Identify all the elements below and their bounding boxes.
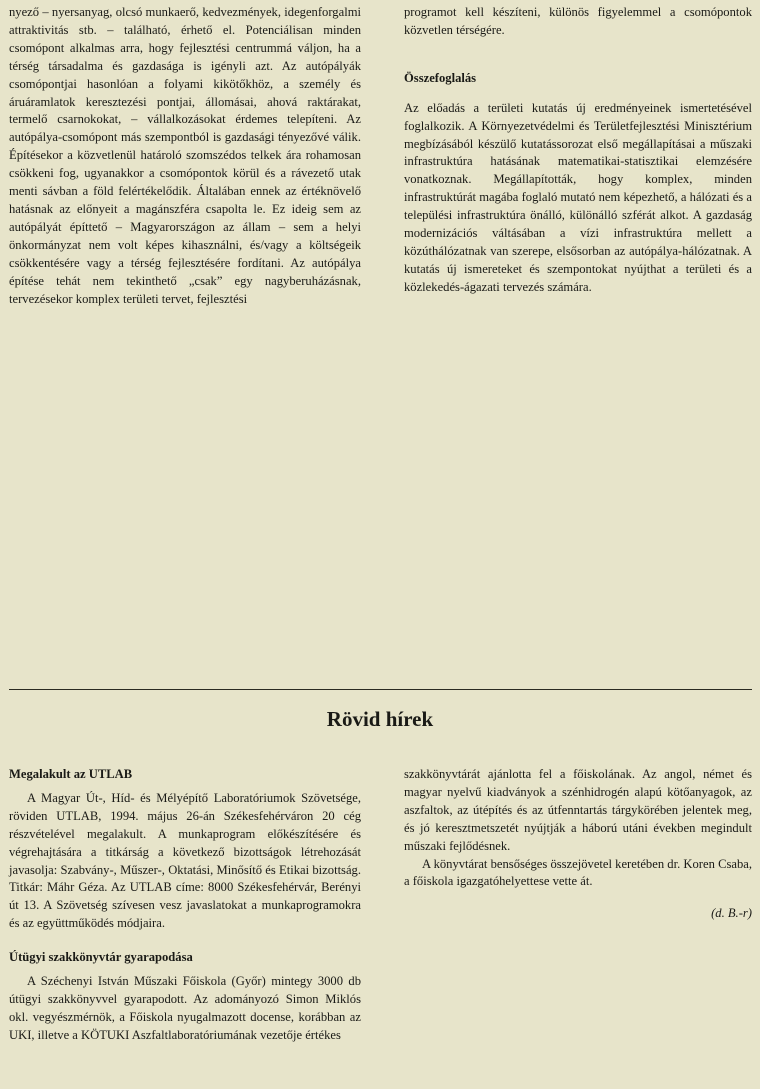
news-item-heading: Megalakult az UTLAB (9, 767, 133, 781)
news-right-column (404, 766, 752, 923)
news-left-column (9, 766, 361, 1045)
top-right-column (404, 4, 752, 297)
news-item-paragraph: A Magyar Út-, Híd- és Mélyépítő Laboratóriumok Szövetsége, röviden UTLAB, 1994. május 26-án Székesfehérváron 20 cég részvételével megalakult. A munkaprogram előkészítésére és végrehajtására a titkárság a következő bizottságok létrehozását javasolja: Szabvány-, Műszer-, Oktatási, Minősítő és Etikai bizottság. Titkár: Máhr Géza. Az UTLAB címe: 8000 Székesfehérvár, Berényi út 13. A Szövetség szívesen vesz javaslatokat a munkaprogramokra és az együttműködés módjaira. (9, 790, 361, 931)
summary-heading: Összefoglalás (404, 70, 477, 85)
news-item-paragraph: A Széchenyi István Műszaki Főiskola (Győr) mintegy 3000 db útügyi szakkönyvvel gyarapodott. Az adományozó Simon Miklós okl. vegyészmérnök, a Főiskola nyugalmazott docense, korábban az UKI, illetve a KÖTUKI Aszfaltlaboratóriumának vezetője értékes (9, 974, 361, 1042)
news-item-paragraph-continued: szakkönyvtárát ajánlotta fel a főiskolának. Az angol, német és magyar nyelvű kiadványok a szénhidrogén alapú kötőanyagok, az aszfaltok, az útépítés és az útfenntartás tárgykörében jelentek meg, és jó keresztmetszetét nyújtják a háború utáni években megindult műszaki fejlődésnek. (404, 767, 752, 853)
news-item-closing-paragraph: A könyvtárat bensőséges összejövetel keretében dr. Koren Csaba, a főiskola igazgatóhelyettese vette át. (404, 856, 752, 889)
top-left-column (9, 4, 361, 308)
article-closing-paragraph: programot kell készíteni, különös figyelemmel a csomópontok közvetlen térségére. (404, 5, 752, 37)
section-divider (9, 689, 752, 690)
article-continuation-paragraph: nyező – nyersanyag, olcsó munkaerő, kedvezmények, idegenforgalmi attraktivitás stb. – található, érhető el. Potenciálisan minden csomópont alkalmas arra, hogy fejlesztési centrummá váljon, ha a térség társadalma és gazdasága is igényli azt. Az autópályák csomópontjai hasonlóan a folyami kikötőkhöz, a személy és áruáramlatok keresztezési pontjai, állomásai, ahová raktárakat, termelő csarnokokat, – vállalkozásokat érdemes telepíteni. Az autópálya-csomópont más szempontból is gazdasági tényezővé válik. Építésekor a közvetlenül határoló szomszédos telkek ára rohamosan csökkeni fog, ugyanakkor a csomópontok körül és a rávezető utak menti sávban a föld felértékelődik. Általában ennek az értéknövelő hatásnak az előnyeit a magánszféra csapolta le. Ez ideig sem az autópályát építtető – Magyarországon az állam – sem a helyi önkormányzat nem volt képes kihasználni, és/vagy a költségeik csökkentésére vagy a térség fejlesztésére fordítani. Az autópálya építése tehát nem tekinthető „csak” egy nagyberuházásnak, tervezésekor komplex területi tervet, fejlesztési (9, 5, 361, 306)
news-item-heading: Útügyi szakkönyvtár gyarapodása (9, 950, 193, 965)
summary-paragraph: Az előadás a területi kutatás új eredményeinek ismertetésével foglalkozik. A Környezetvédelmi és Területfejlesztési Minisztérium megbízásából készülő kutatássorozat első megállapításai a műszaki infrastruktúra hatásának matematikai-statisztikai elemzésére vonatkoznak. Megállapították, hogy komplex, minden infrastruktúrát magába foglaló mutató nem képezhető, a hálózati és a települési infrastruktúra önálló, különálló szférát alkot. A gazdaság modernizációs váltásában a vízi infrastruktúra mellett a közúthálózatnak van szerepe, elsősorban az autópálya-hálózatnak. A kutatás új ismereteket és szempontokat nyújthat a területi és a közlekedés-ágazati tervezés számára. (404, 100, 752, 294)
author-signature: (d. B.-r) (711, 906, 752, 921)
section-title: Rövid hírek (326, 707, 434, 731)
